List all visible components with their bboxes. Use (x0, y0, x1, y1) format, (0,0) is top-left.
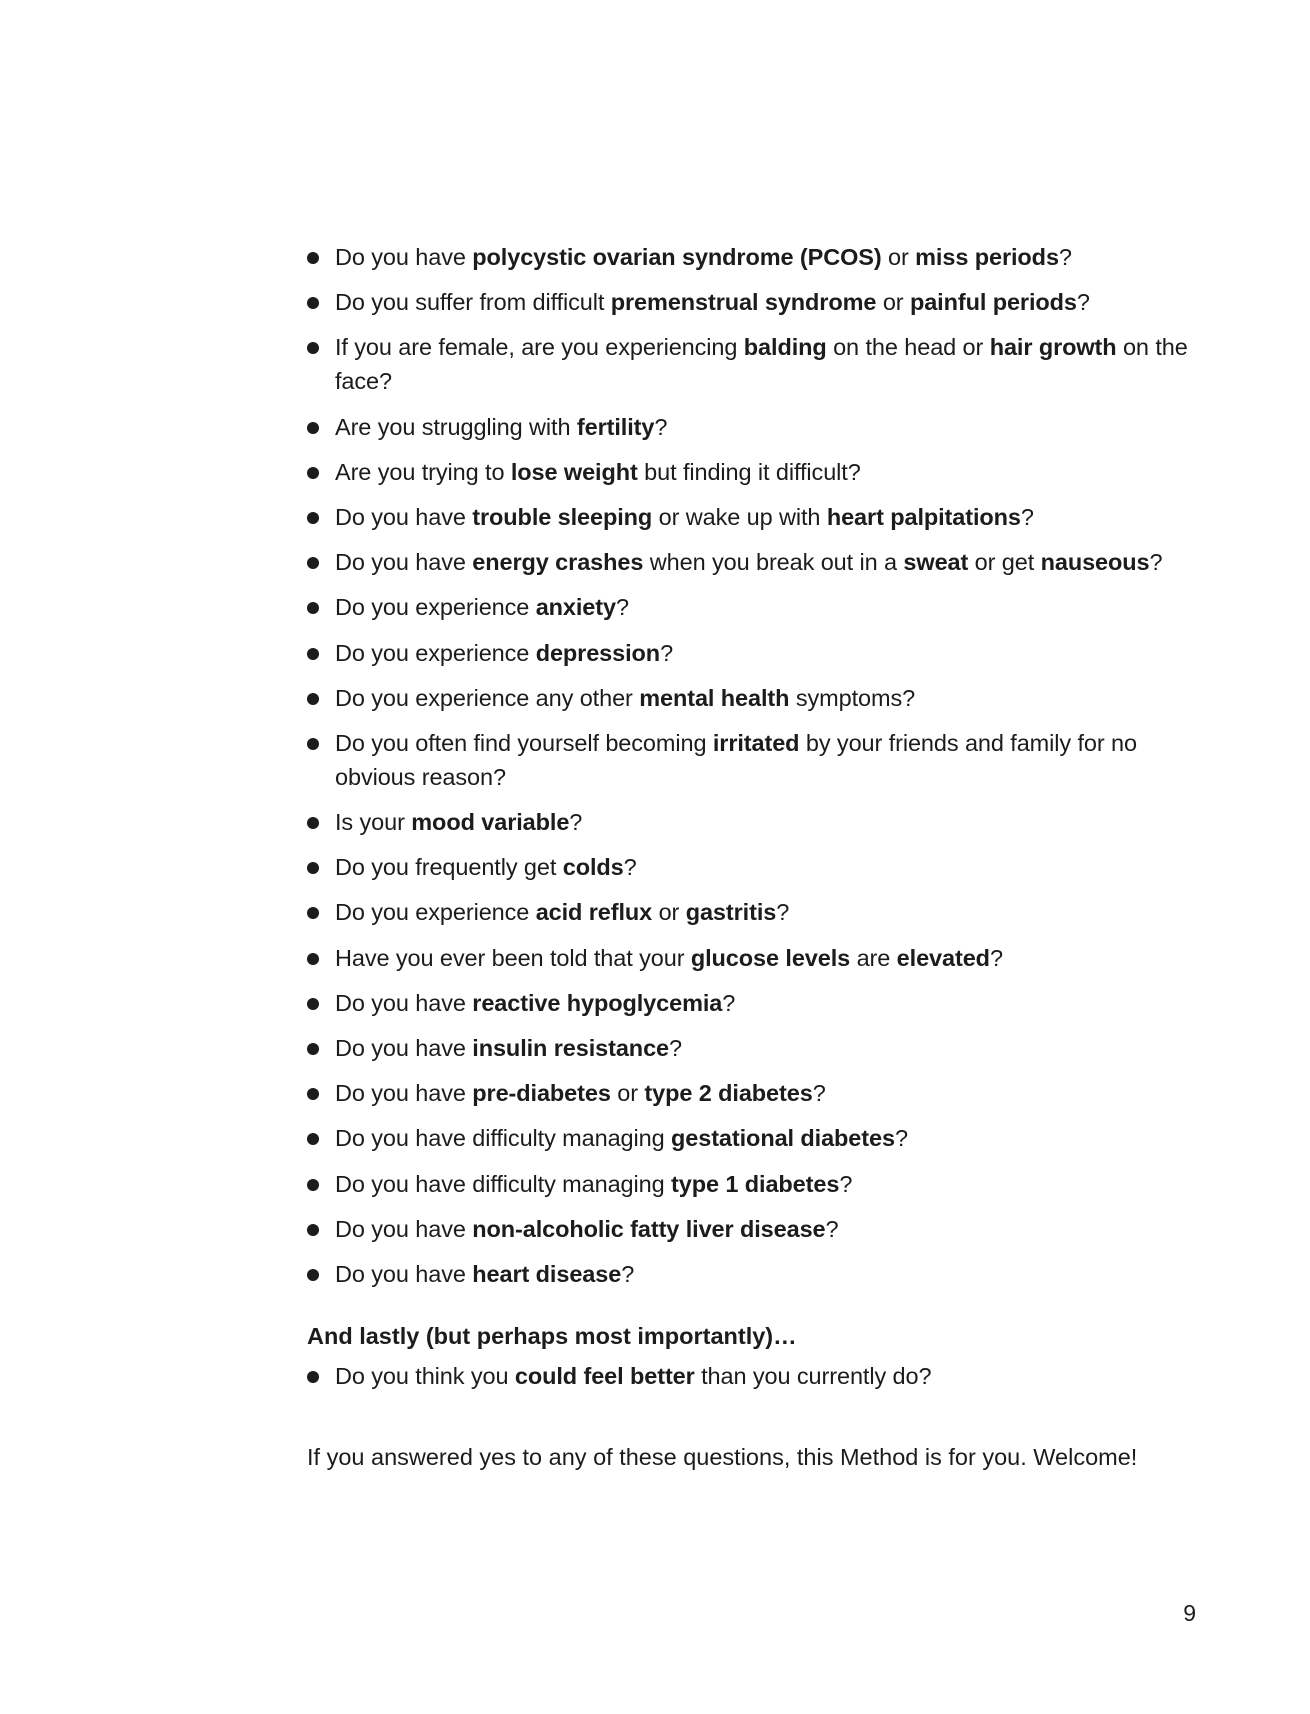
question-text: Do you have (335, 549, 473, 576)
bullet-icon (307, 512, 319, 524)
question-list (307, 240, 1207, 1291)
question-text: are (850, 944, 897, 971)
question-text: Are you struggling with (335, 413, 577, 440)
question-item (307, 1212, 1207, 1246)
bullet-icon (307, 862, 319, 874)
question-text: ? (1149, 549, 1163, 576)
question-item (307, 681, 1207, 715)
question-text: ? (1076, 289, 1090, 316)
bullet-icon (307, 738, 319, 750)
question-item (307, 1257, 1207, 1291)
question-text: Do you have (335, 244, 473, 270)
question-text: ? (989, 944, 1003, 971)
emphasis-text: nauseous (1040, 549, 1150, 576)
lastly-heading: And lastly (but perhaps most importantly)… (307, 1322, 797, 1349)
question-text: ? (623, 854, 637, 881)
emphasis-text: colds (562, 854, 624, 881)
bullet-icon (307, 817, 319, 829)
bullet-icon (307, 1088, 319, 1100)
emphasis-text: heart palpitations (826, 503, 1021, 530)
question-item (307, 986, 1207, 1020)
question-text: or (881, 244, 916, 270)
emphasis-text: irritated (712, 729, 800, 756)
question-item (307, 636, 1207, 670)
emphasis-text: fertility (576, 413, 655, 440)
page-number: 9 (1183, 1600, 1196, 1626)
bullet-icon (307, 998, 319, 1010)
bullet-icon (307, 1224, 319, 1236)
bullet-icon (307, 953, 319, 965)
closing-paragraph: If you answered yes to any of these questions, this Method is for you. Welcome! (307, 1443, 1138, 1470)
question-item (307, 240, 1207, 274)
emphasis-text: mood variable (411, 809, 570, 836)
question-item (307, 726, 1207, 794)
emphasis-text: type 1 diabetes (671, 1170, 840, 1197)
emphasis-text: premenstrual syndrome (610, 289, 877, 316)
page-content (307, 240, 1207, 1474)
question-item (307, 285, 1207, 319)
emphasis-text: glucose levels (690, 944, 851, 971)
bullet-icon (307, 467, 319, 479)
bullet-icon (307, 422, 319, 434)
question-text: Do you frequently get (335, 854, 563, 881)
bullet-icon (307, 1179, 319, 1191)
question-text: Do you have (335, 1260, 473, 1287)
question-text: Do you suffer from difficult (335, 289, 611, 316)
question-item (307, 1031, 1207, 1065)
question-text: Do you have (335, 1080, 473, 1107)
question-text: ? (825, 1215, 839, 1242)
question-item (307, 1359, 1207, 1393)
bullet-icon (307, 1269, 319, 1281)
question-text: ? (654, 413, 668, 440)
emphasis-text: could feel better (514, 1362, 695, 1389)
emphasis-text: anxiety (535, 594, 616, 621)
bullet-icon (307, 1133, 319, 1145)
bullet-icon (307, 1043, 319, 1055)
question-item (307, 895, 1207, 929)
question-text: when you break out in a (643, 549, 904, 576)
question-text: ? (615, 594, 629, 621)
question-text: Do you have difficulty managing (335, 1170, 672, 1197)
question-text: Do you often find yourself becoming (335, 729, 713, 756)
question-item (307, 330, 1207, 398)
emphasis-text: elevated (896, 944, 990, 971)
question-text: ? (776, 899, 790, 926)
question-text: ? (722, 989, 736, 1016)
emphasis-text: painful periods (909, 289, 1077, 316)
question-item (307, 410, 1207, 444)
emphasis-text: sweat (903, 549, 969, 576)
question-text: Do you have (335, 1035, 473, 1061)
emphasis-text: reactive hypoglycemia (472, 989, 723, 1016)
bullet-icon (307, 557, 319, 569)
emphasis-text: miss periods (915, 244, 1059, 270)
question-text: by your friends and family for no obvious reason? (335, 729, 1137, 790)
emphasis-text: non-alcoholic fatty liver disease (472, 1215, 826, 1242)
question-text: ? (660, 639, 674, 666)
emphasis-text: depression (535, 639, 661, 666)
emphasis-text: pre-diabetes (472, 1080, 611, 1107)
question-text: Are you trying to (335, 458, 511, 485)
emphasis-text: trouble sleeping (472, 503, 653, 530)
question-item (307, 590, 1207, 624)
emphasis-text: energy crashes (472, 549, 644, 576)
question-text: ? (894, 1125, 908, 1152)
question-text: symptoms? (789, 684, 916, 711)
emphasis-text: lose weight (510, 458, 638, 485)
question-text: ? (839, 1170, 853, 1197)
emphasis-text: hair growth (989, 334, 1117, 361)
question-text: Do you have difficulty managing (335, 1125, 672, 1152)
emphasis-text: heart disease (472, 1260, 622, 1287)
bullet-icon (307, 252, 319, 264)
question-text: than you currently do? (694, 1362, 932, 1389)
final-question-list (307, 1359, 1207, 1393)
emphasis-text: type 2 diabetes (644, 1080, 813, 1107)
question-item (307, 500, 1207, 534)
question-item (307, 1076, 1207, 1110)
question-text: or (876, 289, 910, 316)
emphasis-text: insulin resistance (472, 1035, 670, 1061)
question-text: but finding it difficult? (637, 458, 861, 485)
question-text: ? (621, 1260, 635, 1287)
question-text: ? (1020, 503, 1034, 530)
question-text: Do you have (335, 989, 473, 1016)
emphasis-text: acid reflux (535, 899, 653, 926)
emphasis-text: gestational diabetes (671, 1125, 895, 1152)
bullet-icon (307, 342, 319, 354)
emphasis-text: gastritis (685, 899, 777, 926)
bullet-icon (307, 1371, 319, 1383)
emphasis-text: polycystic ovarian syndrome (PCOS) (472, 244, 882, 270)
question-item (307, 455, 1207, 489)
question-item (307, 941, 1207, 975)
question-text: Do you have (335, 503, 473, 530)
bullet-icon (307, 907, 319, 919)
emphasis-text: balding (743, 334, 827, 361)
question-text: on the face? (335, 334, 1188, 395)
question-text: ? (1058, 244, 1072, 270)
question-text: or get (968, 549, 1041, 576)
question-text: or wake up with (652, 503, 827, 530)
bullet-icon (307, 297, 319, 309)
bullet-icon (307, 693, 319, 705)
question-text: ? (669, 1035, 682, 1061)
question-text: Do you experience (335, 594, 536, 621)
question-text: Do you think you (335, 1362, 515, 1389)
bullet-icon (307, 648, 319, 660)
question-text: If you are female, are you experiencing (335, 334, 744, 361)
bullet-icon (307, 602, 319, 614)
question-text: ? (812, 1080, 826, 1107)
question-item (307, 850, 1207, 884)
question-text: or (652, 899, 686, 926)
question-text: Do you experience any other (335, 684, 640, 711)
question-item (307, 545, 1207, 579)
question-text: Do you experience (335, 639, 536, 666)
question-item (307, 805, 1207, 839)
question-text: Have you ever been told that your (335, 944, 691, 971)
question-text: Do you experience (335, 899, 536, 926)
question-text: or (610, 1080, 645, 1107)
question-item (307, 1121, 1207, 1155)
question-item (307, 1167, 1207, 1201)
question-text: ? (569, 809, 583, 836)
question-text: Do you have (335, 1215, 473, 1242)
emphasis-text: mental health (639, 684, 790, 711)
question-text: Is your (335, 809, 412, 836)
question-text: on the head or (826, 334, 990, 361)
